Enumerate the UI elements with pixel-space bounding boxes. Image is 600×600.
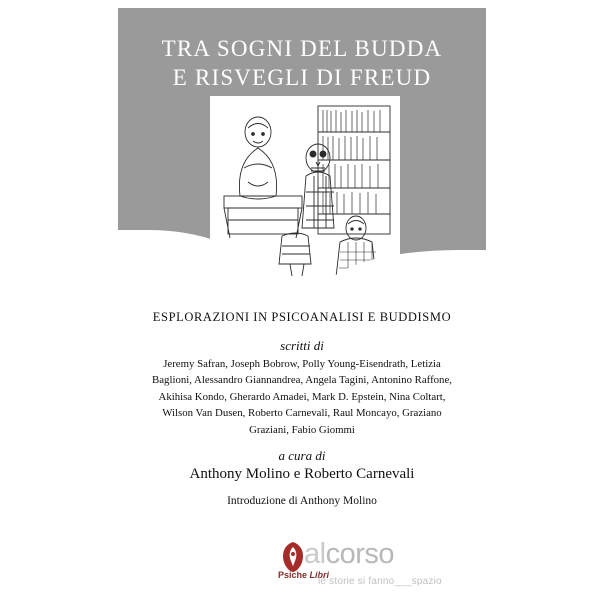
written-by-label: scritti di	[280, 338, 324, 353]
introduction-credit: Introduzione di Anthony Molino	[227, 495, 377, 507]
publisher-name-prefix: al	[304, 538, 326, 570]
publisher-logo	[118, 536, 486, 592]
publisher-name	[304, 538, 394, 571]
edited-by-label: a cura di	[278, 448, 326, 463]
contributors-list: Jeremy Safran, Joseph Bobrow, Polly Young-Eisendrath, Letizia Baglioni, Alessandro Giannandrea, Angela Tagini, Antonino Raffone, Akihisa Kondo, Gherardo Amadei, Mark D. Epstein, Nina Coltart, Wilson Van Dusen, Roberto Carnevali, Raul Moncayo, Graziano Graziani, Fabio Giommi	[152, 358, 452, 436]
cover-subtitle: ESPLORAZIONI IN PSICOANALISI E BUDDISMO	[152, 310, 452, 324]
editors-names: Anthony Molino e Roberto Carnevali	[189, 466, 415, 482]
imprint-libri: Libri	[309, 570, 330, 580]
book-cover	[118, 8, 486, 592]
title-line-2: E RISVEGLI DI FREUD	[172, 65, 432, 91]
publisher-name-main: corso	[325, 538, 394, 570]
title-line-1: TRA SOGNI DEL BUDDA	[161, 36, 443, 61]
cover-title	[118, 34, 486, 93]
imprint-psiche: Psiche	[278, 570, 308, 580]
publisher-tagline: le storie si fanno___spazio	[318, 576, 442, 587]
